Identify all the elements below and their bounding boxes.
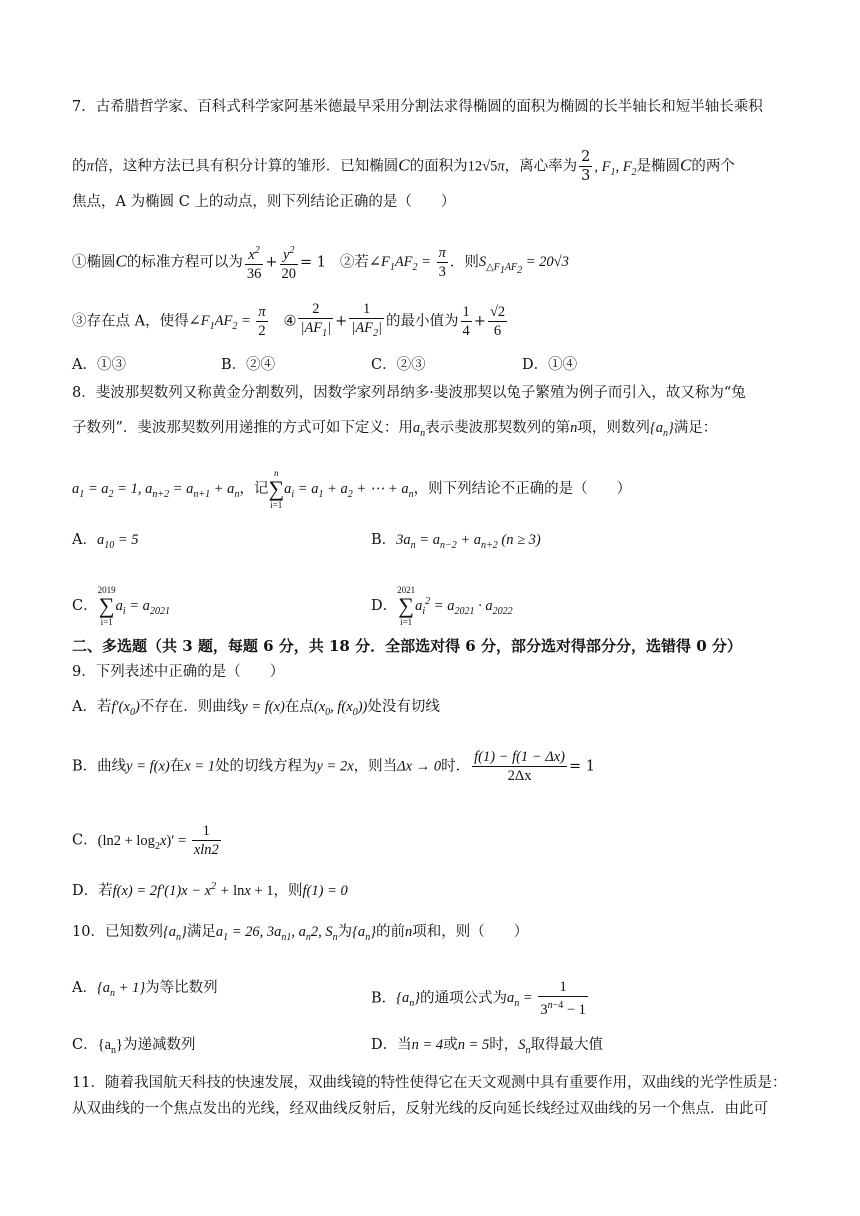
q10-option-b: B．$\{a_n\}$的通项公式为$a_n$ = $\frac{1}{3^{n-4} - 1}$ [371,979,586,1018]
q9-option-b: B．曲线y = f(x)在x = 1处的切线方程为y = 2x，则当Δx → 0时． $\frac{f(1) - f(1 - \Delta x)}{2\Delta x}$ = 1 [72,749,595,784]
q9-stem: 9．下列表述中正确的是（ ） [72,664,285,680]
q10-stem: 10．已知数列$\{a_n\}$满足$a_1 = 26$, $3a_{n1}$, $a_n2$, $S_n$为$\{a_n\}$的前n项和，则（ ） [72,924,529,943]
q8-line-1: 8．斐波那契数列又称黄金分割数列，因数学家列昂纳多·斐波那契以兔子繁殖为例子而引入，故又称为“兔 [72,385,746,401]
q7-option-a: A．①③ [72,357,126,373]
q11-line-1: 11．随着我国航天科技的快速发展，双曲线镜的特性使得它在天文观测中具有重要作用，双曲线的光学性质是： [72,1075,787,1091]
q7-statement-3-4: ③存在点 A，使得$\angle F_1AF_2$ = $\frac{\pi}{2}$ ④ $\frac{2}{|AF_1|}$ + $\frac{1}{|AF_2|}$ 的最小值为 $\frac{1}{4}$ + $\frac{√2}{6}$ [72,301,506,339]
q8-line-2: 子数列”．斐波那契数列用递推的方式可如下定义：用$a_n$表示斐波那契数列的第n项，则数列$\{a_n\}$满足： [72,420,718,439]
q8-option-d: D．2021 ∑ $i=1a_i^2 = a_{2021} \cdot a_{2022}$ [371,585,513,627]
q11-line-2: 从双曲线的一个焦点发出的光线，经双曲线反射后，反射光线的反向延长线经过双曲线的另一个焦点．由此可 [72,1101,768,1117]
q8-option-a: A．$a_{10} = 5$ [72,532,139,551]
q7-line-2: 的π倍，这种方法已具有积分计算的雏形．已知椭圆C的面积为12√5π，离心率为 $\frac{2}{3}$ , $F_1$, $F_2$是椭圆C的两个 [72,149,735,184]
q9-option-a: A．若$f'(x_0)$不存在．则曲线y = f(x)在点($x_0$, $f(x_0)$)处没有切线 [72,699,440,718]
q10-option-d: D．当n = 4或n = 5时，$S_n$取得最大值 [371,1037,603,1056]
section-2-heading: 二、多选题（共 3 题，每题 6 分，共 18 分．全部选对得 6 分，部分选对得部分分，选错得 0 分） [72,637,742,655]
q9-option-d: D．若$f(x) = 2f'(1)x - x^2 + \ln x + 1$，则f(1) = 0 [72,881,348,899]
q7-option-c: C．②③ [371,357,426,373]
q7-statement-1-2: ①椭圆C的标准方程可以为 $\frac{x^2}{36}$ + $\frac{y^2}{20}$ = 1 ②若$\angle F_1AF_2$ = $\frac{\pi}{3}$ ．则$S_{\triangle F_1AF_2} = 20√3$ [72,242,569,283]
q7-option-b: B．②④ [221,357,276,373]
q9-option-c: C．$(\ln 2 + \log_2x)'$ = $\frac{1}{xln2}$ [72,823,219,858]
q10-option-c: C．$\{a_n\}$为递减数列 [72,1037,196,1056]
q8-option-b: B．$3a_n = a_{n-2} + a_{n+2}$ (n ≥ 3) [371,532,541,551]
q8-line-3: $a_1 = a_2 = 1$, $a_{n+2} = a_{n+1} + a_n$，记n ∑ $i=1a_i = a_1 + a_2$ + ⋯ + $a_n$，则下列结论不正确的是（ ） [72,468,632,510]
q8-option-c: C．2019 ∑ $i=1a_i = a_{2021}$ [72,585,170,627]
q7-line-3: 焦点，A 为椭圆 C 上的动点，则下列结论正确的是（ ） [72,194,456,210]
q10-option-a: A．$\{a_n + 1\}$为等比数列 [72,980,218,999]
q7-option-d: D．①④ [522,357,578,373]
q7-line-1: 7．古希腊哲学家、百科式科学家阿基米德最早采用分割法求得椭圆的面积为椭圆的长半轴长和短半轴长乘积 [72,99,763,115]
